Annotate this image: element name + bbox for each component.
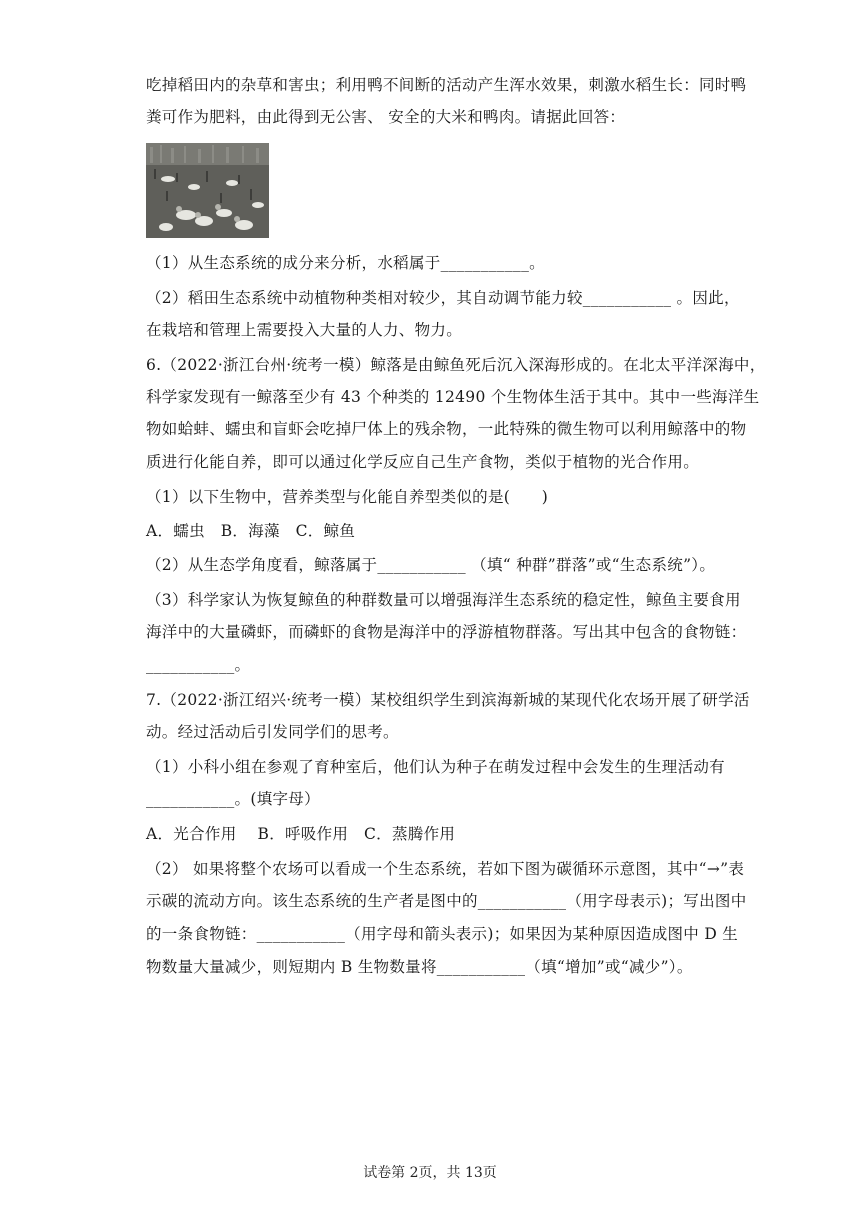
text-line: 示碳的流动方向。该生态系统的生产者是图中的___________（用字母表示)；写出图中 bbox=[146, 892, 747, 910]
text-line: 科学家发现有一鲸落至少有 43 个种类的 12490 个生物体生活于其中。其中一些海洋生 bbox=[146, 388, 760, 406]
question-7-part-2: （2） 如果将整个农场可以看成一个生态系统，若如下图为碳循环示意图，其中“→”表 bbox=[146, 860, 745, 878]
text-line: 的一条食物链：___________（用字母和箭头表示)；如果因为某种原因造成图中 D 生 bbox=[146, 925, 739, 943]
text-line: 粪可作为肥料，由此得到无公害、 安全的大米和鸭肉。请据此回答： bbox=[146, 108, 626, 126]
question-6-part-2: （2）从生态学角度看，鲸落属于___________ （填“ 种群”群落”或“生态系统”）。 bbox=[146, 556, 716, 574]
question-6-options: A．蠕虫 B．海藻 C．鲸鱼 bbox=[146, 522, 356, 540]
text-line: ___________。(填字母） bbox=[146, 790, 320, 808]
text-line: 动。经过活动后引发同学们的思考。 bbox=[146, 723, 399, 741]
question-5-part-2: （2）稻田生态系统中动植物种类相对较少，其自动调节能力较___________ 。因此， bbox=[146, 289, 740, 307]
question-7-part-1: （1）小科小组在参观了育种室后，他们认为种子在萌发过程中会发生的生理活动有 bbox=[146, 758, 725, 776]
text-line: 在栽培和管理上需要投入大量的人力、物力。 bbox=[146, 321, 463, 339]
question-5-part-1: （1）从生态系统的成分来分析，水稻属于___________。 bbox=[146, 254, 545, 272]
text-line: ___________。 bbox=[146, 656, 251, 674]
text-line: 海洋中的大量磷虾，而磷虾的食物是海洋中的浮游植物群落。写出其中包含的食物链： bbox=[146, 623, 747, 641]
text-line: 吃掉稻田内的杂草和害虫；利用鸭不间断的活动产生浑水效果，刺激水稻生长：同时鸭 bbox=[146, 76, 747, 94]
question-6-part-1: （1）以下生物中，营养类型与化能自养型类似的是( ) bbox=[146, 488, 549, 506]
page-footer: 试卷第 2页，共 13页 bbox=[363, 1165, 497, 1181]
question-6-part-3: （3）科学家认为恢复鲸鱼的种群数量可以增强海洋生态系统的稳定性，鲸鱼主要食用 bbox=[146, 591, 741, 609]
question-7-stem: 7.（2022·浙江绍兴·统考一模）某校组织学生到滨海新城的某现代化农场开展了研学活 bbox=[146, 691, 750, 709]
text-line: 物如蛤蚌、蠕虫和盲虾会吃掉尸体上的残余物，一此特殊的微生物可以利用鲸落中的物 bbox=[146, 420, 747, 438]
question-6-stem: 6.（2022·浙江台州·统考一模）鲸落是由鲸鱼死后沉入深海形成的。在北太平洋深海中， bbox=[146, 356, 766, 374]
question-7-options: A．光合作用 B．呼吸作用 C．蒸腾作用 bbox=[146, 825, 456, 843]
rice-duck-photo bbox=[146, 143, 269, 238]
text-line: 物数量大量减少，则短期内 B 生物数量将___________（填“增加”或“减少”）。 bbox=[146, 958, 693, 976]
text-line: 质进行化能自养，即可以通过化学反应自己生产食物，类似于植物的光合作用。 bbox=[146, 453, 700, 471]
